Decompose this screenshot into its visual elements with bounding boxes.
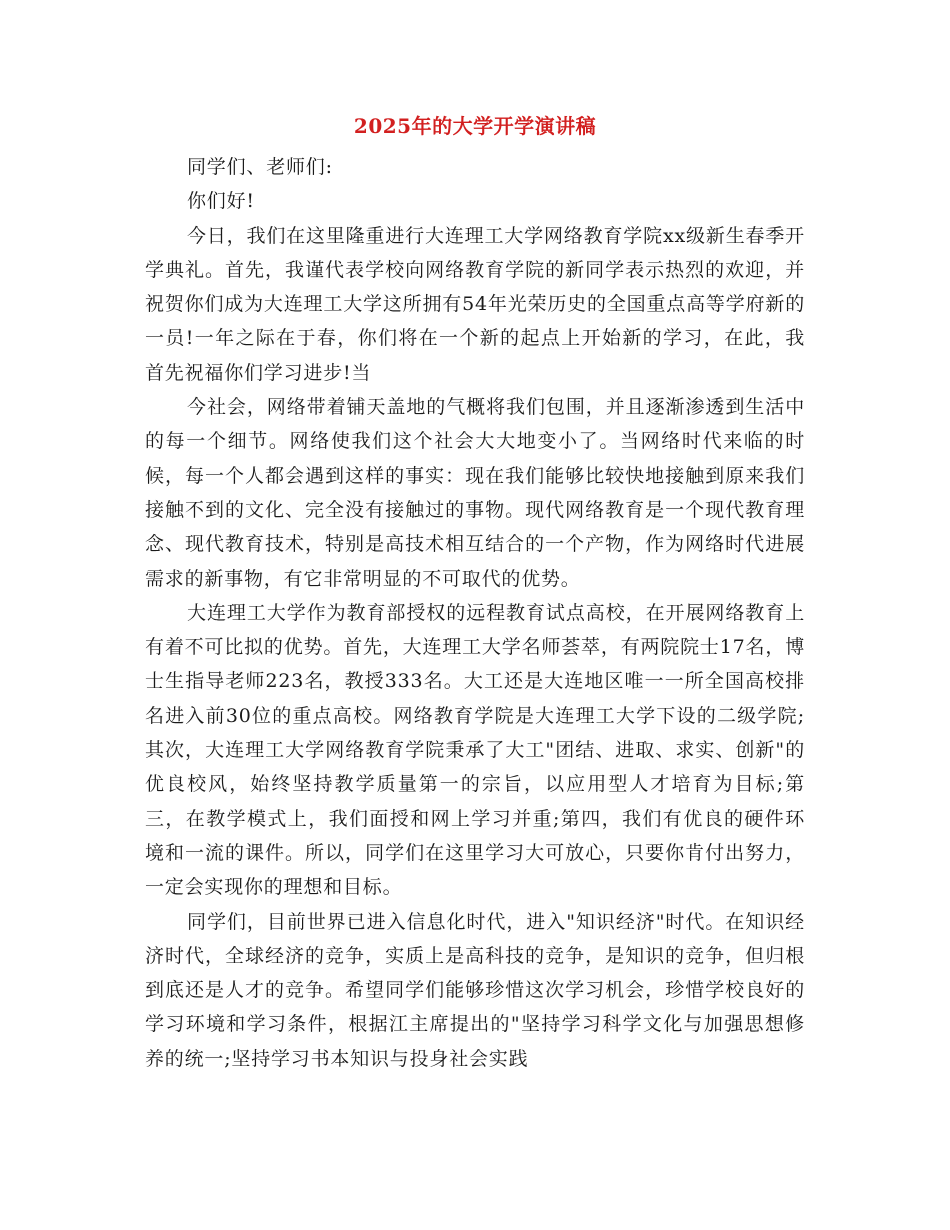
body-paragraph: 今日，我们在这里隆重进行大连理工大学网络教育学院xx级新生春季开学典礼。首先，我谨代表学校向网络教育学院的新同学表示热烈的欢迎，并祝贺你们成为大连理工大学这所拥有54年光荣历史的全国重点高等学府新的一员!一年之际在于春，你们将在一个新的起点上开始新的学习，在此，我首先祝福你们学习进步!当 <box>145 224 805 384</box>
document-title: 2025年的大学开学演讲稿 <box>353 114 597 138</box>
document-page <box>145 108 805 1076</box>
body-paragraph: 大连理工大学作为教育部授权的远程教育试点高校，在开展网络教育上有着不可比拟的优势。首先，大连理工大学名师荟萃，有两院院士17名，博士生指导老师223名，教授333名。大工还是大连地区唯一一所全国高校排名进入前30位的重点高校。网络教育学院是大连理工大学下设的二级学院;其次，大连理工大学网络教育学院秉承了大工"团结、进取、求实、创新"的优良校风，始终坚持教学质量第一的宗旨，以应用型人才培育为目标;第三，在教学模式上，我们面授和网上学习并重;第四，我们有优良的硬件环境和一流的课件。所以，同学们在这里学习大可放心，只要你肯付出努力，一定会实现你的理想和目标。 <box>145 601 805 899</box>
body-paragraph: 今社会，网络带着铺天盖地的气概将我们包围，并且逐渐渗透到生活中的每一个细节。网络使我们这个社会大大地变小了。当网络时代来临的时候，每一个人都会遇到这样的事实：现在我们能够比较快地接触到原来我们接触不到的文化、完全没有接触过的事物。现代网络教育是一个现代教育理念、现代教育技术，特别是高技术相互结合的一个产物，作为网络时代进展需求的新事物，有它非常明显的不可取代的优势。 <box>145 396 805 590</box>
body-paragraph: 同学们，目前世界已进入信息化时代，进入"知识经济"时代。在知识经济时代，全球经济的竞争，实质上是高科技的竞争，是知识的竞争，但归根到底还是人才的竞争。希望同学们能够珍惜这次学习机会，珍惜学校良好的学习环境和学习条件，根据江主席提出的"坚持学习科学文化与加强思想修养的统一;坚持学习书本知识与投身社会实践 <box>145 910 805 1070</box>
greeting-paragraph: 你们好! <box>187 190 255 213</box>
salutation-paragraph: 同学们、老师们: <box>187 156 333 178</box>
